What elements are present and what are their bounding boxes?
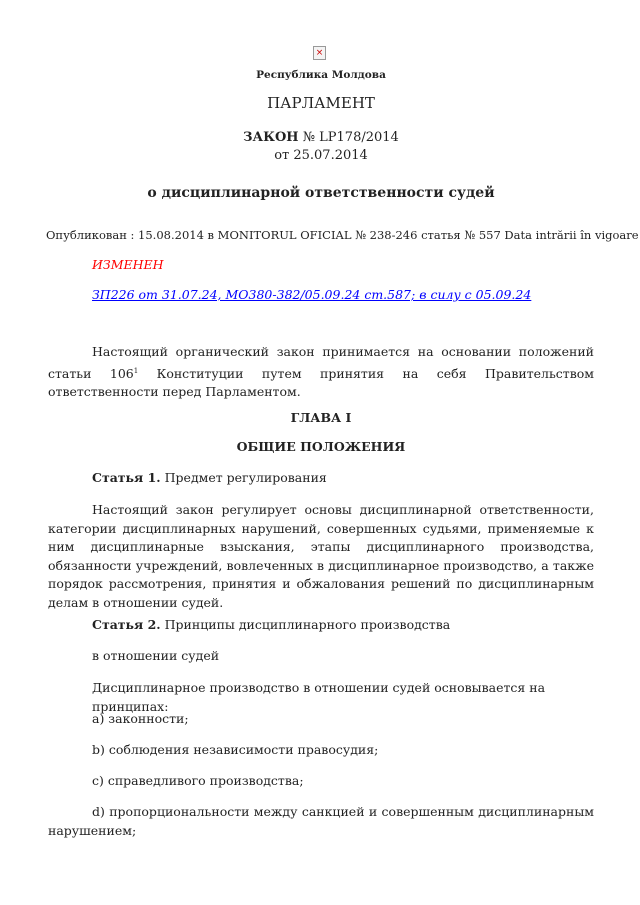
law-date: от 25.07.2014: [274, 148, 368, 163]
country-name: Республика Молдова: [256, 69, 386, 81]
chapter-title: ОБЩИЕ ПОЛОЖЕНИЯ: [236, 439, 406, 454]
chapter-number: ГЛАВА I: [290, 410, 352, 425]
list-item: d) пропорциональности между санкцией и совершенным дисциплинарным нарушением;: [48, 804, 594, 838]
article-1-text: Настоящий закон регулирует основы дисциплинарной ответственности, категории дисциплинарных нарушений, совершенных судьями, применяемые к ним дисциплинарные взыскания, этапы дисциплинарного производства, обязанности учреждений, вовлеченных в дисциплинарное производство, а также порядок рассмотрения, принятия и обжалования решений по дисциплинарным делам в отношении судей.: [48, 502, 594, 610]
amended-label: ИЗМЕНЕН: [92, 257, 164, 272]
list-item: b) соблюдения независимости правосудия;: [92, 742, 379, 757]
preamble-paragraph: Настоящий органический закон принимается на основании положений статьи $106^1$ Конституции путем принятия на себя Правительством ответственности перед Парламентом.: [48, 344, 594, 400]
list-item: a) законности;: [92, 711, 189, 726]
parliament-heading: ПАРЛАМЕНТ: [267, 94, 375, 112]
article-2-subtitle: в отношении судей: [92, 648, 220, 663]
amendment-link-row: [48, 286, 594, 305]
law-title: о дисциплинарной ответственности судей: [147, 185, 495, 201]
amendment-link[interactable]: ЗП226 от 31.07.24, МО380-382/05.09.24 ст.587; в силу с 05.09.24: [92, 287, 532, 302]
article-2-intro: Дисциплинарное производство в отношении судей основывается на принципах:: [92, 680, 546, 714]
list-item: c) справедливого производства;: [92, 773, 304, 788]
publication-info: Опубликован : 15.08.2014 в MONITORUL OFICIAL № 238-246 статья № 557 Data intrării în vigoare: [46, 228, 639, 242]
law-number: ЗАКОН № LP178/2014: [243, 130, 399, 145]
article-2-heading: Статья 2. Принципы дисциплинарного производства: [92, 617, 451, 632]
broken-image-icon: ×: [313, 46, 326, 60]
article-1-heading: Статья 1. Предмет регулирования: [92, 470, 327, 485]
